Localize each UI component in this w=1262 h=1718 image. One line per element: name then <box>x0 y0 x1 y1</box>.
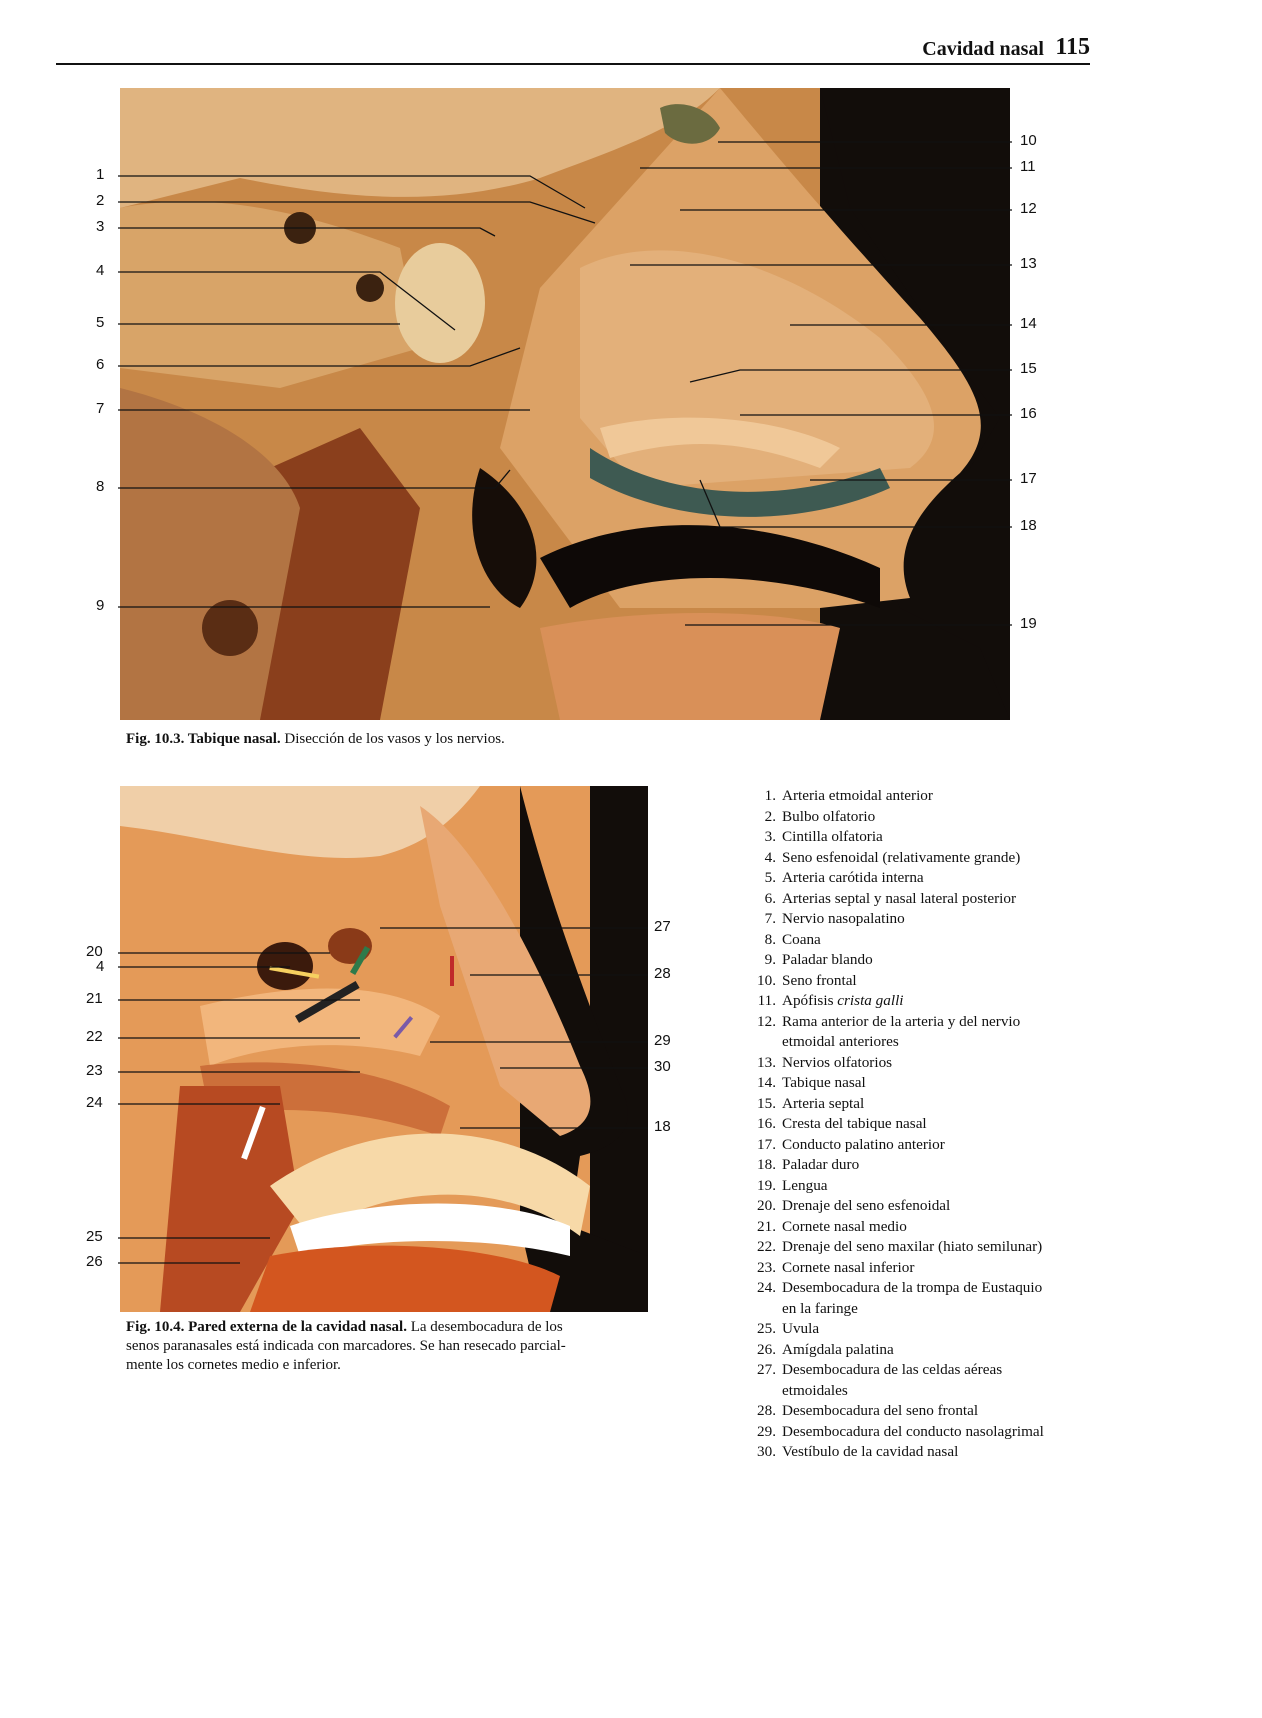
legend-item-number <box>748 1299 782 1320</box>
legend-item-number: 11. <box>757 992 776 1009</box>
legend-item-number: 1. <box>764 787 776 804</box>
legend-item <box>748 807 1118 828</box>
fig2-label-23: 23 <box>86 1062 103 1079</box>
fig1-label-19: 19 <box>1020 615 1037 632</box>
legend-item-number: 3. <box>764 828 776 845</box>
legend-item-number: 23. <box>757 1258 776 1276</box>
legend-item-text: Desembocadura de la trompa de Eustaquio <box>782 1279 1043 1296</box>
fig1-label-10: 10 <box>1020 132 1037 149</box>
legend-item-number: 4. <box>764 848 776 866</box>
fig1-label-6: 6 <box>96 356 105 373</box>
figure-10-3-caption-text: Disección de los vasos y los nervios. <box>284 731 505 747</box>
running-head: Cavidad nasal <box>922 38 1044 60</box>
fig1-label-12: 12 <box>1020 200 1037 217</box>
legend-item-text: Arteria septal <box>782 1094 865 1112</box>
legend-item-number: 10. <box>757 971 776 989</box>
legend-item-number: 28. <box>757 1402 776 1419</box>
legend-item-text: Arterias septal y nasal lateral posterior <box>782 889 1017 907</box>
legend-item <box>748 1196 1118 1217</box>
fig1-label-3: 3 <box>96 218 105 235</box>
legend-item <box>748 971 1118 992</box>
legend-item-text: Bulbo olfatorio <box>782 807 876 825</box>
legend-item-text: Desembocadura del seno frontal <box>782 1402 979 1419</box>
legend-item-text: Cornete nasal inferior <box>782 1258 915 1276</box>
legend-item-text: en la faringe <box>782 1299 858 1317</box>
legend-item-italic-text: crista galli <box>837 992 904 1009</box>
fig2-label-29: 29 <box>654 1032 671 1049</box>
legend-item <box>748 868 1118 889</box>
legend-item-number: 16. <box>757 1115 776 1132</box>
legend-item-number: 14. <box>757 1074 776 1091</box>
legend-item-number: 22. <box>757 1238 776 1255</box>
legend-item-text: Conducto palatino anterior <box>782 1135 945 1153</box>
legend-item <box>748 991 1118 1012</box>
legend-item-text: Seno frontal <box>782 971 857 989</box>
legend-item <box>748 1053 1118 1074</box>
fig1-label-8: 8 <box>96 478 105 495</box>
figure-10-4-caption-line-3: mente los cornetes medio e inferior. <box>126 1357 341 1373</box>
legend-item <box>748 1278 1118 1299</box>
legend-item-text: Coana <box>782 930 821 948</box>
legend-item-number: 30. <box>757 1443 776 1460</box>
fig1-label-13: 13 <box>1020 255 1037 272</box>
legend-item-number: 25. <box>757 1320 776 1337</box>
legend-item <box>748 930 1118 951</box>
legend-item <box>748 1258 1118 1279</box>
legend-item-text: Nervio nasopalatino <box>782 910 905 927</box>
fig1-label-14: 14 <box>1020 315 1037 332</box>
legend-item <box>748 1237 1118 1258</box>
legend-item <box>748 1299 1118 1320</box>
legend-item-number: 9. <box>764 951 776 968</box>
fig1-label-4: 4 <box>96 262 105 279</box>
legend-item-text: Cintilla olfatoria <box>782 828 883 845</box>
legend-item-text: Seno esfenoidal (relativamente grande) <box>782 848 1021 866</box>
legend-item-number <box>748 1381 782 1402</box>
legend-item-number: 13. <box>757 1053 776 1071</box>
legend-item-number: 17. <box>757 1135 776 1153</box>
legend-item-number: 21. <box>757 1217 776 1235</box>
legend-item-text: Vestíbulo de la cavidad nasal <box>782 1443 959 1460</box>
fig2-label-18: 18 <box>654 1118 671 1135</box>
legend-item-text: Desembocadura del conducto nasolagrimal <box>782 1422 1044 1440</box>
legend-item-text: Lengua <box>782 1176 828 1194</box>
legend-item-number: 2. <box>764 807 776 825</box>
fig1-label-15: 15 <box>1020 360 1037 377</box>
legend-item <box>748 1032 1118 1053</box>
legend-item-text: Rama anterior de la arteria y del nervio <box>782 1012 1021 1030</box>
legend-item <box>748 909 1118 930</box>
legend-item <box>748 827 1118 848</box>
legend-item-text: Arteria etmoidal anterior <box>782 787 933 804</box>
fig1-label-2: 2 <box>96 192 105 209</box>
legend-item-text: Apófisis crista galli <box>782 992 904 1009</box>
legend-item-number: 6. <box>764 889 776 907</box>
fig1-label-17: 17 <box>1020 470 1037 487</box>
legend-item-number: 12. <box>757 1012 776 1030</box>
legend-item <box>748 1135 1118 1156</box>
legend-item <box>748 1094 1118 1115</box>
legend-item-text: Uvula <box>782 1320 820 1337</box>
page-number: 115 <box>1055 34 1090 60</box>
legend-item-text: Desembocadura de las celdas aéreas <box>782 1361 1003 1378</box>
legend-item <box>748 848 1118 869</box>
legend-item <box>748 1176 1118 1197</box>
figure-10-3-caption-title: Fig. 10.3. Tabique nasal. <box>126 731 281 747</box>
legend-item <box>748 1114 1118 1135</box>
legend-item-text: Cornete nasal medio <box>782 1217 907 1235</box>
legend-item-number: 5. <box>764 869 776 886</box>
legend-item <box>748 1319 1118 1340</box>
legend-item <box>748 1401 1118 1422</box>
legend-item-text: etmoidales <box>782 1381 848 1399</box>
legend-item-number: 18. <box>757 1156 776 1173</box>
legend-item <box>748 1381 1118 1402</box>
fig1-label-11: 11 <box>1020 158 1036 175</box>
legend-item-text: etmoidal anteriores <box>782 1033 899 1050</box>
legend-item-text: Drenaje del seno maxilar (hiato semilunar) <box>782 1238 1043 1255</box>
legend-item-text: Drenaje del seno esfenoidal <box>782 1197 951 1214</box>
fig2-label-4: 4 <box>96 958 105 975</box>
fig2-label-24: 24 <box>86 1094 103 1111</box>
fig1-label-9: 9 <box>96 597 105 614</box>
legend-item-number: 20. <box>757 1197 776 1214</box>
figure-10-4-caption-line-1 <box>126 1318 686 1337</box>
fig2-label-21: 21 <box>86 990 103 1007</box>
fig2-label-30: 30 <box>654 1058 671 1075</box>
legend-item-text: Tabique nasal <box>782 1074 866 1091</box>
legend-item <box>748 950 1118 971</box>
fig1-label-1: 1 <box>96 166 105 183</box>
legend-item-text: Paladar blando <box>782 951 873 968</box>
legend-item <box>748 1073 1118 1094</box>
figure-10-4-caption-title: Fig. 10.4. Pared externa de la cavidad nasal. <box>126 1319 407 1335</box>
legend-item <box>748 1340 1118 1361</box>
legend-item <box>748 1442 1118 1463</box>
figure-10-4-caption <box>126 1318 686 1375</box>
legend-item-number: 7. <box>764 910 776 927</box>
figure-10-4-caption-line-2: senos paranasales está indicada con marcadores. Se han resecado parcial- <box>126 1338 566 1354</box>
legend-item <box>748 889 1118 910</box>
fig2-label-26: 26 <box>86 1253 103 1270</box>
legend-item-number <box>748 1032 782 1053</box>
legend-item-number: 26. <box>757 1340 776 1358</box>
legend-item-number: 8. <box>764 930 776 948</box>
fig1-label-5: 5 <box>96 314 105 331</box>
fig1-label-7: 7 <box>96 400 105 417</box>
legend-item <box>748 1217 1118 1238</box>
legend-item-number: 29. <box>757 1422 776 1440</box>
legend-item <box>748 1012 1118 1033</box>
legend-item-text: Nervios olfatorios <box>782 1053 893 1071</box>
fig2-label-25: 25 <box>86 1228 103 1245</box>
legend-item <box>748 786 1118 807</box>
legend-item-number: 27. <box>757 1361 776 1378</box>
fig2-label-20: 20 <box>86 943 103 960</box>
legend-item <box>748 1360 1118 1381</box>
legend-item-text: Cresta del tabique nasal <box>782 1115 927 1132</box>
legend-item-number: 19. <box>757 1176 776 1194</box>
legend-list <box>748 786 1118 1463</box>
legend-item-text: Arteria carótida interna <box>782 869 924 886</box>
fig1-label-16: 16 <box>1020 405 1037 422</box>
legend-item-number: 24. <box>757 1279 776 1296</box>
fig2-label-27: 27 <box>654 918 671 935</box>
fig1-label-18: 18 <box>1020 517 1037 534</box>
fig2-label-28: 28 <box>654 965 671 982</box>
legend-item-number: 15. <box>757 1094 776 1112</box>
legend-item-text: Paladar duro <box>782 1156 860 1173</box>
legend-item-text: Amígdala palatina <box>782 1340 894 1358</box>
legend-item <box>748 1155 1118 1176</box>
fig2-label-22: 22 <box>86 1028 103 1045</box>
legend-item <box>748 1422 1118 1443</box>
figure-10-4-caption-line-1-text: La desembocadura de los <box>410 1319 563 1335</box>
